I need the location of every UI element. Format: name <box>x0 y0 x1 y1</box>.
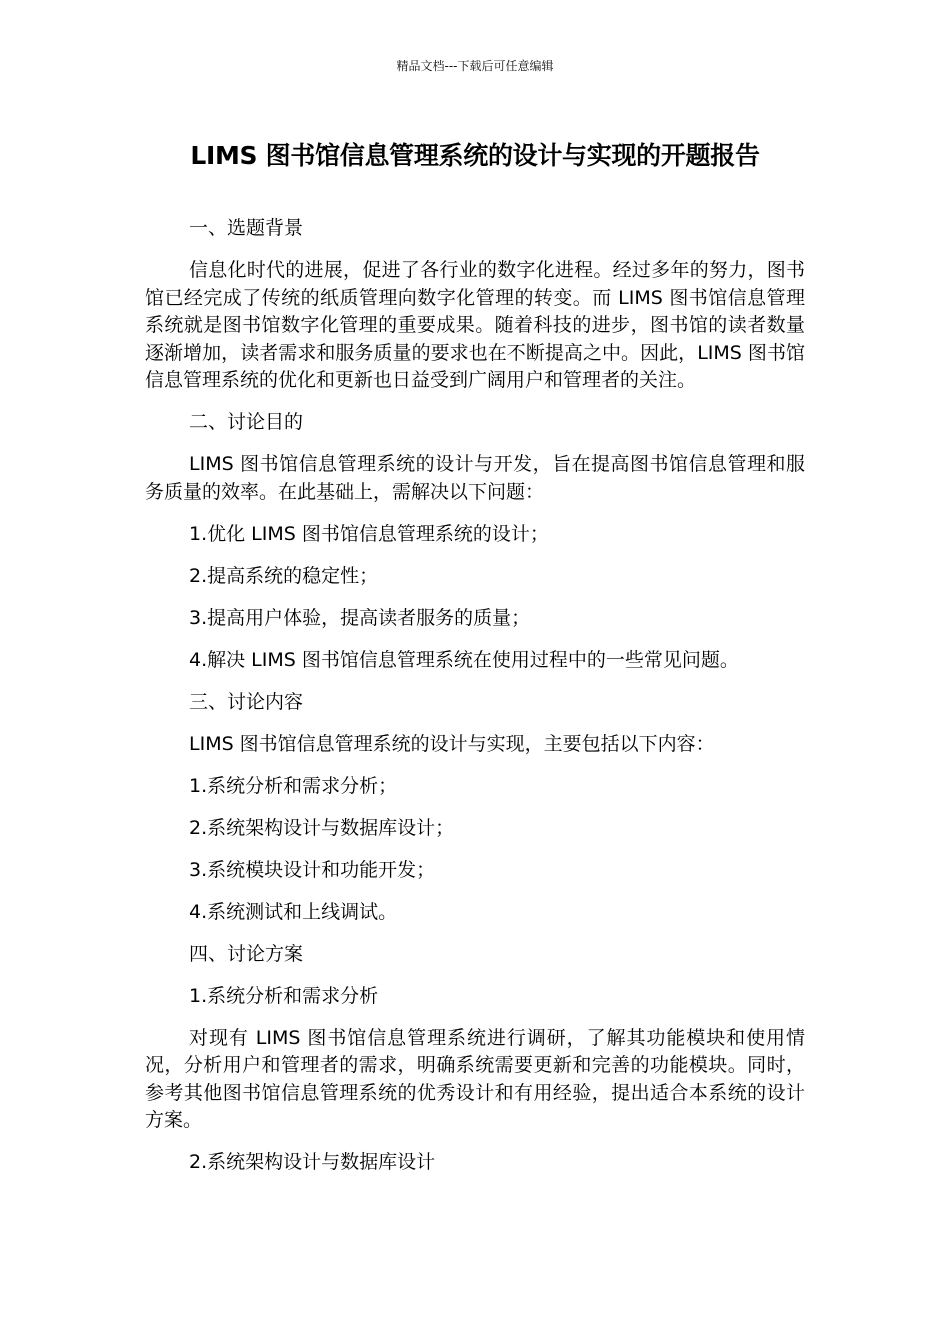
section-heading-plan: 四、讨论方案 <box>189 942 304 965</box>
paragraph-purpose: LIMS 图书馆信息管理系统的设计与开发，旨在提高图书馆信息管理和服务质量的效率。在此基础上，需解决以下问题： <box>145 453 805 503</box>
paragraph-content: LIMS 图书馆信息管理系统的设计与实现，主要包括以下内容： <box>189 732 715 755</box>
subheading-plan-1: 1.系统分析和需求分析 <box>189 984 379 1007</box>
page-header-watermark: 精品文档---下载后可任意编辑 <box>396 59 554 73</box>
section-heading-purpose: 二、讨论目的 <box>189 411 304 433</box>
document-title: LIMS 图书馆信息管理系统的设计与实现的开题报告 <box>190 141 760 170</box>
list-item-content-1: 1.系统分析和需求分析； <box>189 774 398 797</box>
paragraph-background: 信息化时代的进展，促进了各行业的数字化进程。经过多年的努力，图书馆已经完成了传统的纸质管理向数字化管理的转变。而 LIMS 图书馆信息管理系统就是图书馆数字化管理的重要成果。随着科技的进步，图书馆的读者数量逐渐增加，读者需求和服务质量的要求也在不断提高之中。因此，LIMS 图书馆信息管理系统的优化和更新也日益受到广阔用户和管理者的关注。 <box>145 259 805 391</box>
document-body <box>145 215 805 1191</box>
subheading-plan-2: 2.系统架构设计与数据库设计 <box>189 1151 436 1173</box>
section-heading-background: 一、选题背景 <box>189 217 304 239</box>
list-item-purpose-3: 3.提高用户体验，提高读者服务的质量； <box>189 606 531 629</box>
paragraph-plan-1: 对现有 LIMS 图书馆信息管理系统进行调研，了解其功能模块和使用情况，分析用户和管理者的需求，明确系统需要更新和完善的功能模块。同时，参考其他图书馆信息管理系统的优秀设计和有用经验，提出适合本系统的设计方案。 <box>145 1026 805 1131</box>
list-item-purpose-4: 4.解决 LIMS 图书馆信息管理系统在使用过程中的一些常见问题。 <box>189 648 739 671</box>
list-item-purpose-1: 1.优化 LIMS 图书馆信息管理系统的设计； <box>189 522 549 545</box>
list-item-content-3: 3.系统模块设计和功能开发； <box>189 858 436 881</box>
section-heading-content: 三、讨论内容 <box>189 690 304 713</box>
list-item-purpose-2: 2.提高系统的稳定性； <box>189 564 379 587</box>
list-item-content-4: 4.系统测试和上线调试。 <box>189 900 398 923</box>
list-item-content-2: 2.系统架构设计与数据库设计； <box>189 816 455 839</box>
